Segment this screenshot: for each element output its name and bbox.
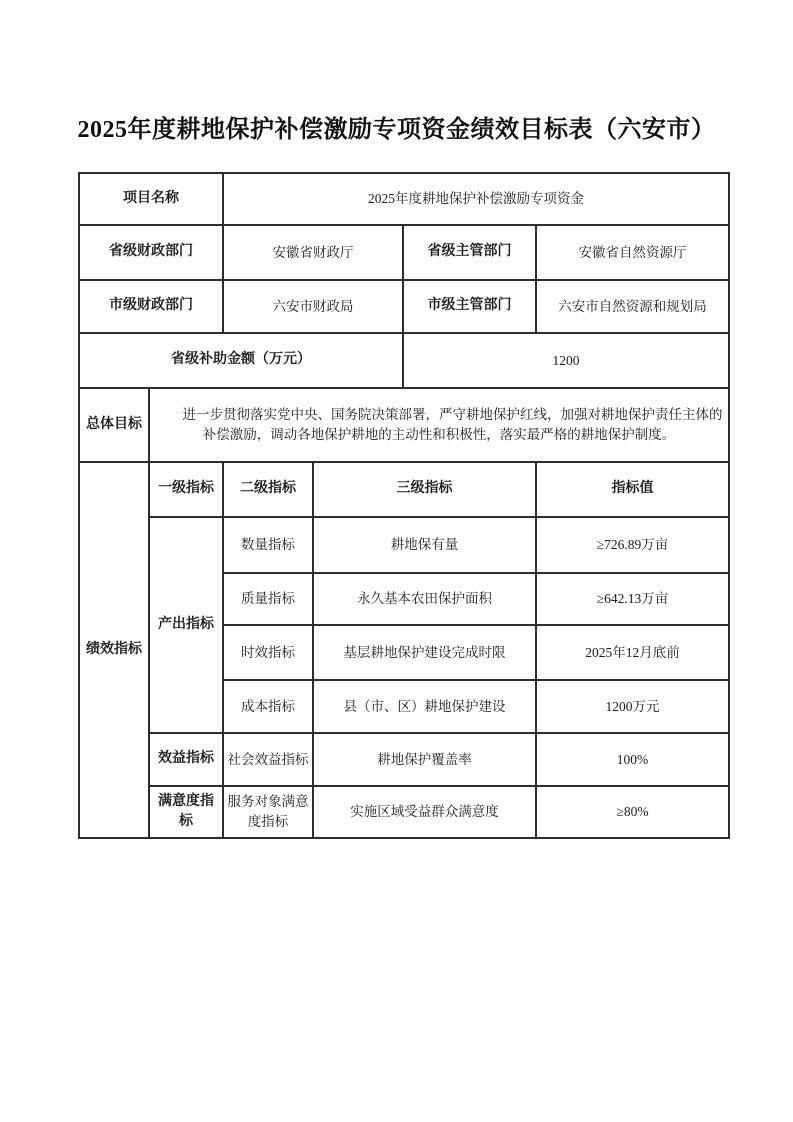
- indicator-level3-cell: 县（市、区）耕地保护建设: [313, 680, 536, 733]
- level1-indicator-header: 一级指标: [149, 462, 223, 517]
- city-competent-dept-value: 六安市自然资源和规划局: [536, 280, 729, 333]
- indicator-level3-cell: 实施区域受益群众满意度: [313, 786, 536, 838]
- subsidy-amount-value: 1200: [403, 333, 729, 388]
- indicator-row: [79, 733, 729, 786]
- indicator-level3-cell: 永久基本农田保护面积: [313, 573, 536, 625]
- overall-goal-label: 总体目标: [79, 388, 149, 462]
- provincial-competent-dept-value: 安徽省自然资源厅: [536, 225, 729, 280]
- indicator-level3-cell: 耕地保有量: [313, 517, 536, 573]
- level3-indicator-header: 三级指标: [313, 462, 536, 517]
- overall-goal-content: 进一步贯彻落实党中央、国务院决策部署，严守耕地保护红线，加强对耕地保护责任主体的补偿激励，调动各地保护耕地的主动性和积极性，落实最严格的耕地保护制度。: [149, 388, 729, 462]
- indicator-value-cell: 100%: [536, 733, 729, 786]
- city-finance-dept-value: 六安市财政局: [223, 280, 403, 333]
- indicator-level2-cell: 服务对象满意度指标: [223, 786, 313, 838]
- indicator-level2-cell: 社会效益指标: [223, 733, 313, 786]
- provincial-competent-dept-label: 省级主管部门: [403, 225, 536, 280]
- indicator-level2-cell: 数量指标: [223, 517, 313, 573]
- indicator-value-cell: 2025年12月底前: [536, 625, 729, 680]
- indicator-level3-cell: 耕地保护覆盖率: [313, 733, 536, 786]
- provincial-finance-dept-value: 安徽省财政厅: [223, 225, 403, 280]
- table-row: [79, 388, 729, 462]
- indicator-level2-cell: 质量指标: [223, 573, 313, 625]
- indicator-value-cell: ≥642.13万亩: [536, 573, 729, 625]
- indicator-level2-cell: 成本指标: [223, 680, 313, 733]
- performance-target-table: [78, 172, 730, 839]
- project-name-value: 2025年度耕地保护补偿激励专项资金: [223, 173, 729, 225]
- output-indicator-group-label: 产出指标: [149, 517, 223, 733]
- indicator-row: [79, 786, 729, 838]
- city-finance-dept-label: 市级财政部门: [79, 280, 223, 333]
- indicator-level3-cell: 基层耕地保护建设完成时限: [313, 625, 536, 680]
- indicator-level2-cell: 时效指标: [223, 625, 313, 680]
- level2-indicator-header: 二级指标: [223, 462, 313, 517]
- indicator-row: [79, 517, 729, 573]
- indicator-value-cell: ≥80%: [536, 786, 729, 838]
- satisfaction-indicator-group-label: 满意度指标: [149, 786, 223, 838]
- table-row: [79, 173, 729, 225]
- document-title: 2025年度耕地保护补偿激励专项资金绩效目标表（六安市）: [77, 117, 716, 143]
- project-name-label: 项目名称: [79, 173, 223, 225]
- provincial-finance-dept-label: 省级财政部门: [79, 225, 223, 280]
- city-competent-dept-label: 市级主管部门: [403, 280, 536, 333]
- subsidy-amount-label: 省级补助金额（万元）: [79, 333, 403, 388]
- table-row: [79, 333, 729, 388]
- performance-indicator-section-label: 绩效指标: [79, 462, 149, 838]
- indicator-value-cell: ≥726.89万亩: [536, 517, 729, 573]
- indicator-value-header: 指标值: [536, 462, 729, 517]
- indicator-header-row: [79, 462, 729, 517]
- table-row: [79, 280, 729, 333]
- table-row: [79, 225, 729, 280]
- benefit-indicator-group-label: 效益指标: [149, 733, 223, 786]
- indicator-value-cell: 1200万元: [536, 680, 729, 733]
